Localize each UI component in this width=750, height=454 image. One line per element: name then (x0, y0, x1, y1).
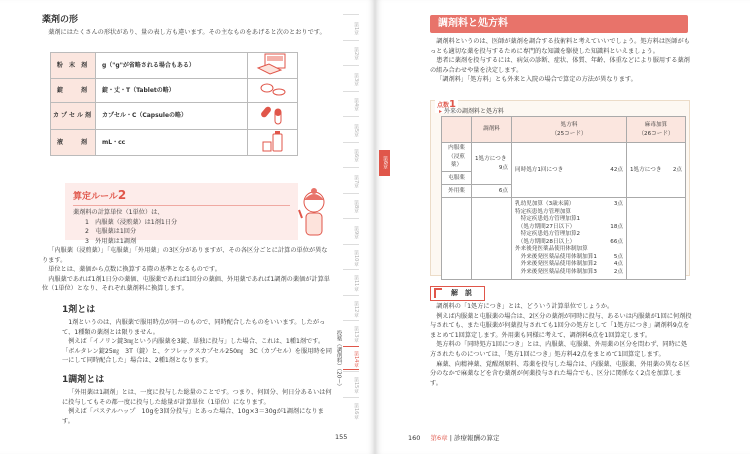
right-page (375, 0, 750, 454)
calc-rule-box (65, 183, 298, 245)
body-paragraph: 調剤料の「1処方につき」とは、どういう計算単位でしょうか。 (436, 303, 614, 310)
chapter-tab[interactable]: 第16章 (343, 397, 359, 421)
dosage-form-row (51, 53, 298, 79)
commentary-label: 解 説 (430, 286, 485, 301)
body-paragraph: 麻薬、向精神薬、覚醒剤原料、毒薬を投与した場合は、内服薬、屯服薬、外用薬の異なる区分のなかで麻薬などを含む薬剤が何薬投与された場合でも、区分に関係なく2点を加算します。 (430, 360, 690, 387)
form-unit: g（"g"が省略される場合もある） (96, 53, 248, 79)
chapter-tab[interactable]: 第1章 (343, 14, 359, 38)
body-paragraph: 例えば「パステルハップ 10gを3回分投与」とあった場合、10g×3＝30gが1調剤になります。 (62, 408, 324, 425)
form-name: カプセル剤 (51, 103, 96, 129)
row-header: 内服薬 （浸煎薬） (442, 143, 472, 172)
body-paragraph: 内服薬であれば1剤1日分の薬価、屯服薬であれば1回分の薬価、外用薬であれば1調剤の薬価が計算単位（1単位）となり、それぞれ薬剤料に換算します。 (42, 275, 330, 293)
page-number: 155 (335, 433, 348, 441)
rule-item: 2 屯服薬は1回分 (85, 228, 137, 236)
body-paragraph: 「外用薬は1調剤」とは、一度に投与した総量のことです。つまり、何回分、何日分あるいは何に投与してもその都一度に投与した総量が計算単位（1単位）になります。 (62, 389, 332, 406)
addition-item: 外来後発医薬品使用体制加算3 2点 (515, 268, 623, 275)
addition-item: 外来後発医薬品使用体制加算 (515, 246, 588, 253)
body-paragraph: 「内服薬（浸煎薬）」「屯服薬」「外用薬」の3区分がありますが、その各区分ごとに計算の単位が異なります。 (42, 247, 328, 264)
form-name: 錠 剤 (51, 79, 96, 103)
section-heading: 薬剤の形 (42, 15, 79, 25)
body-paragraph: 例えば「イノリン錠3㎎という内服薬を3錠、単独に投与」した場合、これは、1種1剤です。「ボルタレン錠25㎎ 3T（錠）と、ケフレックスカプセル250㎎ 3C（カプセル）を服用時を同一にして同時配合した」場合は、2種1剤となります。 (62, 338, 332, 365)
chapter-tab[interactable]: 第2章 (343, 40, 359, 64)
addition-item: （処方期間27日以下） 18点 (515, 223, 623, 230)
footer: 160 第6章 | 診療報酬の算定 (408, 434, 500, 442)
addition-item: 乳幼児加算（3歳未満） 3点 (515, 201, 623, 207)
section-header-bar: 調剤料と処方料 (430, 15, 688, 33)
chapter-tab[interactable]: 第3章 (343, 65, 359, 89)
chapter-tab[interactable]: 第11章 (343, 269, 359, 293)
form-name: 液 剤 (51, 129, 96, 155)
mado-cell: 1処方につき 2点 (627, 143, 686, 198)
col-header: 麻毒加算 （26コード） (627, 117, 686, 143)
subsection-heading: 1剤とは (62, 305, 96, 315)
chozai-cell: 1処方につき 9点 (472, 143, 512, 185)
powder-packet-icon (248, 53, 298, 79)
addition-item: 特定疾患処方管理加算2 (515, 231, 581, 238)
addition-item: 特定疾患処方管理加算 (515, 208, 571, 215)
shoho-cell: 同時処方1回につき 42点 (512, 143, 627, 198)
chapter-tab[interactable]: 第5章 (343, 116, 359, 140)
nurse-character-illustration (297, 188, 331, 238)
bottle-icon (248, 129, 298, 155)
rule-item: 3 外用薬は1調剤 (85, 237, 137, 245)
table-title: ▸ 外来の調剤料と処方料 (439, 108, 504, 115)
addition-item: 外来後発医薬品使用体制加算2 4点 (515, 261, 623, 268)
intro-text: 薬剤にはたくさんの形状があり、量の表し方も違います。その主なものをあげると次のとおりです。 (48, 29, 326, 36)
chapter-tab[interactable]: 第4章 (343, 91, 359, 115)
dosage-form-table (50, 52, 298, 156)
chapter-tab[interactable]: 第6章 (379, 150, 390, 176)
chapter-tab[interactable]: 第13章 (343, 320, 359, 344)
form-unit: mL・cc (96, 129, 248, 155)
points-label: 点数1 (435, 97, 458, 113)
chapter-tab[interactable]: 第8章 (343, 193, 359, 217)
dosage-form-row (51, 129, 298, 155)
col-header: 調剤料 (472, 117, 512, 143)
chapter-tab[interactable]: 第12章 (343, 295, 359, 319)
form-name: 粉 末 剤 (51, 53, 96, 79)
dosage-form-row (51, 79, 298, 103)
chapter-tab[interactable]: 第15章 (343, 371, 359, 395)
chapter-tab[interactable]: 第7章 (343, 167, 359, 191)
additions-cell (512, 198, 627, 280)
chapter-tab[interactable]: 第9章 (343, 218, 359, 242)
subsection-heading: 1調剤とは (62, 375, 105, 385)
chapter-tab[interactable]: 第10章 (343, 244, 359, 268)
tablet-icon (248, 79, 298, 103)
body-paragraph: 「調剤料」「処方料」とも外来と入院の場合で算定の方法が異なります。 (436, 76, 637, 84)
body-paragraph: 患者に薬剤を投与するには、病気の診断、症状、体質、年齢、体重などにより服用する薬剤の組み合わせや量を決定します。 (430, 57, 690, 74)
row-header: 屯服薬 (442, 172, 472, 185)
dosage-form-row (51, 103, 298, 129)
chapter-tab[interactable]: 第6章 (343, 142, 359, 166)
row-header: 外用薬 (442, 185, 472, 198)
points-box (430, 100, 690, 276)
page-number: 160 (408, 434, 421, 442)
flag-icon (434, 288, 442, 298)
side-label: 投薬（調剤料）（20〜） (335, 330, 342, 390)
chapter-tab[interactable]: 第14章 (343, 346, 359, 370)
addition-item: （処方期間28日以上） 66点 (515, 238, 623, 245)
capsule-icon (248, 103, 298, 129)
body-paragraph: 例えば内服薬と屯服薬の場合は、2区分の薬剤が同時に投与、あるいは内服薬が1回に何剤投与されても、また屯服薬が何薬投与されても1回分の処方として「1処方につき」調剤料9点をまとめて1回算定します。外用薬も同様に考えて、調剤料6点を1回算定します。 (430, 312, 692, 339)
body-paragraph: 処方料の「同時処方1回につき」とは、内服薬、屯服薬、外用薬の区分を問わず、同時に処方されたものについては、「処方1回につき」処方料42点をまとめて1回算定します。 (430, 341, 688, 359)
rule-lead: 薬剤料の計算単位（1単位）は、 (73, 208, 164, 216)
body-paragraph: 単位とは、薬価から点数に換算する際の基準となるものです。 (48, 266, 221, 274)
body-paragraph: 調剤料というのは、医師が薬剤を調合する技術料と考えていいでしょう。処方料は医師がもっとも適切な薬を投与するために専門的な知識を駆使した知識料といえましょう。 (430, 38, 690, 55)
col-header: 処方料 （25コード） (512, 117, 627, 143)
form-unit: カプセル・C（Capsuleの略） (96, 103, 248, 129)
addition-item: 特定疾患処方管理加算1 (515, 216, 581, 223)
rule-title: 算定ルール2 (73, 186, 290, 206)
addition-item: 外来後発医薬品使用体制加算1 5点 (515, 253, 623, 260)
form-unit: 錠・丈・T（Tabletの略） (96, 79, 248, 103)
fee-table (441, 116, 686, 280)
rule-item: 1 内服薬（浸煎薬）は1剤1日分 (85, 218, 178, 226)
chozai-cell: 6点 (472, 185, 512, 198)
body-paragraph: 1剤というのは、内服薬で服用時点が同一のもので、同時配合したものをいいます。したがって、1種類の薬剤とは限りません。 (62, 319, 326, 336)
